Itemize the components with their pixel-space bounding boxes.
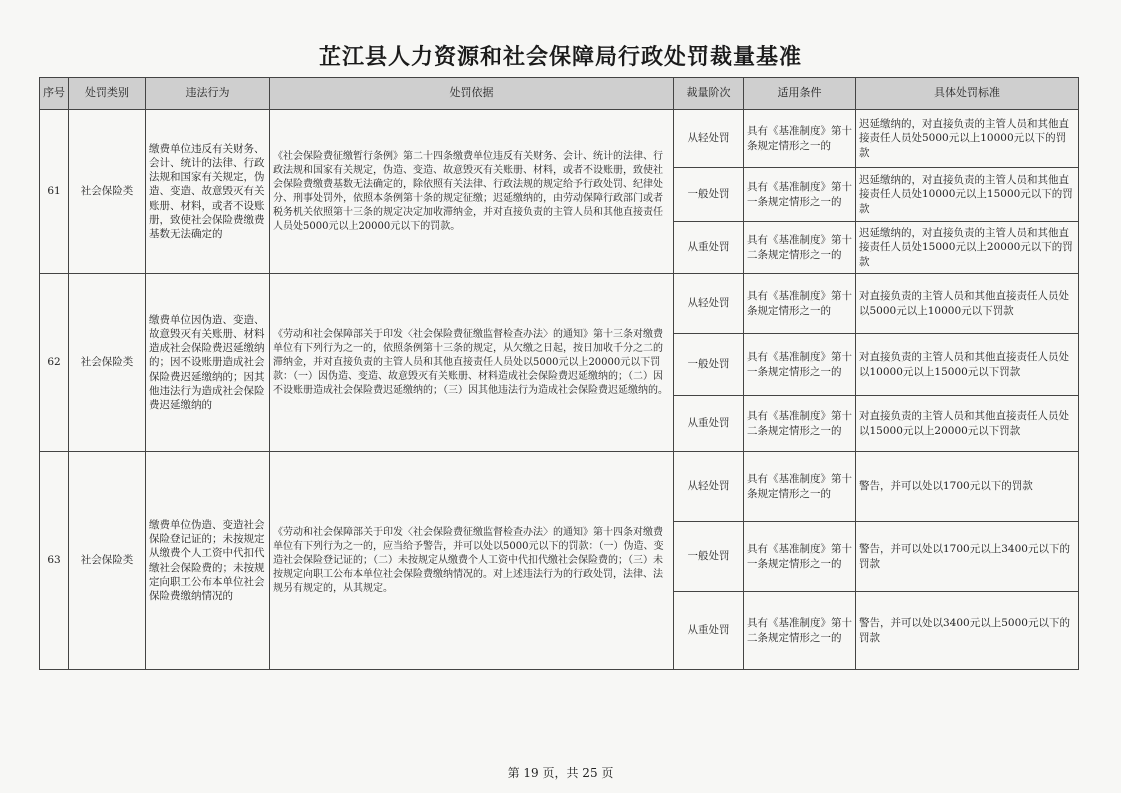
row-basis: 《劳动和社会保障部关于印发〈社会保险费征缴监督检查办法〉的通知》第十三条对缴费单位有下列行为之一的，依照条例第十三条的规定，从欠缴之日起，按日加收千分之二的滞纳金，并对直接负责的主管人员和其他直接责任人员处以5000元以上20000元以下罚款：（一）因伪造、变造、故意毁灭有关账册、材料造成社会保险费迟延缴纳的；（二）因不设账册造成社会保险费迟延缴纳的；（三）因其他违法行为造成社会保险费迟延缴纳的。 xyxy=(270,274,674,452)
condition-cell: 具有《基准制度》第十二条规定情形之一的 xyxy=(744,222,856,274)
row-category: 社会保险类 xyxy=(69,110,146,274)
header-condition: 适用条件 xyxy=(744,78,856,110)
standard-cell: 警告，并可以处以1700元以下的罚款 xyxy=(856,452,1079,522)
row-violation: 缴费单位违反有关财务、会计、统计的法律、行政法规和国家有关规定，伪造、变造、故意毁灭有关账册、材料，或者不设账册，致使社会保险费缴费基数无法确定的 xyxy=(146,110,270,274)
table-row xyxy=(40,110,1079,168)
table-row xyxy=(40,274,1079,334)
level-cell: 从重处罚 xyxy=(674,222,744,274)
standard-cell: 警告，并可以处以1700元以上3400元以下的罚款 xyxy=(856,522,1079,592)
row-seq: 63 xyxy=(40,452,69,670)
row-category: 社会保险类 xyxy=(69,274,146,452)
standard-cell: 对直接负责的主管人员和其他直接责任人员处以10000元以上15000元以下罚款 xyxy=(856,334,1079,396)
level-cell: 一般处罚 xyxy=(674,522,744,592)
condition-cell: 具有《基准制度》第十条规定情形之一的 xyxy=(744,452,856,522)
level-cell: 从重处罚 xyxy=(674,396,744,452)
standard-cell: 迟延缴纳的，对直接负责的主管人员和其他直接责任人员处5000元以上10000元以下的罚款 xyxy=(856,110,1079,168)
standard-cell: 对直接负责的主管人员和其他直接责任人员处以15000元以上20000元以下罚款 xyxy=(856,396,1079,452)
page-title: 芷江县人力资源和社会保障局行政处罚裁量基准 xyxy=(318,45,802,70)
level-cell: 一般处罚 xyxy=(674,168,744,222)
header-level: 裁量阶次 xyxy=(674,78,744,110)
standard-cell: 迟延缴纳的，对直接负责的主管人员和其他直接责任人员处15000元以上20000元以下的罚款 xyxy=(856,222,1079,274)
standard-cell: 警告，并可以处以3400元以上5000元以下的罚款 xyxy=(856,592,1079,670)
row-violation: 缴费单位因伪造、变造、故意毁灭有关账册、材料造成社会保险费迟延缴纳的；因不设账册造成社会保险费迟延缴纳的；因其他违法行为造成社会保险费迟延缴纳的 xyxy=(146,274,270,452)
condition-cell: 具有《基准制度》第十一条规定情形之一的 xyxy=(744,334,856,396)
penalty-standards-table xyxy=(39,77,1079,670)
row-basis: 《社会保险费征缴暂行条例》第二十四条缴费单位违反有关财务、会计、统计的法律、行政法规和国家有关规定，伪造、变造、故意毁灭有关账册、材料，或者不设账册，致使社会保险费缴费基数无法确定的，除依照有关法律、行政法规的规定给予行政处罚、纪律处分、刑事处罚外，依照本条例第十条的规定征缴；迟延缴纳的，由劳动保障行政部门或者税务机关依照第十三条的规定决定加收滞纳金，并对直接负责的主管人员和其他直接责任人员处5000元以上20000元以下的罚款。 xyxy=(270,110,674,274)
condition-cell: 具有《基准制度》第十一条规定情形之一的 xyxy=(744,522,856,592)
level-cell: 从轻处罚 xyxy=(674,452,744,522)
condition-cell: 具有《基准制度》第十条规定情形之一的 xyxy=(744,274,856,334)
header-basis: 处罚依据 xyxy=(270,78,674,110)
condition-cell: 具有《基准制度》第十条规定情形之一的 xyxy=(744,110,856,168)
condition-cell: 具有《基准制度》第十二条规定情形之一的 xyxy=(744,592,856,670)
row-category: 社会保险类 xyxy=(69,452,146,670)
row-basis: 《劳动和社会保障部关于印发〈社会保险费征缴监督检查办法〉的通知》第十四条对缴费单位有下列行为之一的，应当给予警告，并可以处以5000元以下的罚款：（一）伪造、变造社会保险登记证的；（二）未按规定从缴费个人工资中代扣代缴社会保险费的；（三）未按规定向职工公布本单位社会保险费缴纳情况的。对上述违法行为的行政处罚，法律、法规另有规定的，从其规定。 xyxy=(270,452,674,670)
table-header-row xyxy=(40,78,1079,110)
level-cell: 从轻处罚 xyxy=(674,274,744,334)
level-cell: 从轻处罚 xyxy=(674,110,744,168)
level-cell: 一般处罚 xyxy=(674,334,744,396)
level-cell: 从重处罚 xyxy=(674,592,744,670)
row-seq: 62 xyxy=(40,274,69,452)
header-violation: 违法行为 xyxy=(146,78,270,110)
standard-cell: 对直接负责的主管人员和其他直接责任人员处以5000元以上10000元以下罚款 xyxy=(856,274,1079,334)
standard-cell: 迟延缴纳的，对直接负责的主管人员和其他直接责任人员处10000元以上15000元以下的罚款 xyxy=(856,168,1079,222)
header-category: 处罚类别 xyxy=(69,78,146,110)
condition-cell: 具有《基准制度》第十二条规定情形之一的 xyxy=(744,396,856,452)
table-row xyxy=(40,452,1079,522)
header-standard: 具体处罚标准 xyxy=(856,78,1079,110)
header-seq: 序号 xyxy=(40,78,69,110)
condition-cell: 具有《基准制度》第十一条规定情形之一的 xyxy=(744,168,856,222)
row-violation: 缴费单位伪造、变造社会保险登记证的；未按规定从缴费个人工资中代扣代缴社会保险费的；未按规定向职工公布本单位社会保险费缴纳情况的 xyxy=(146,452,270,670)
page-number-footer: 第 19 页，共 25 页 xyxy=(507,766,614,780)
row-seq: 61 xyxy=(40,110,69,274)
